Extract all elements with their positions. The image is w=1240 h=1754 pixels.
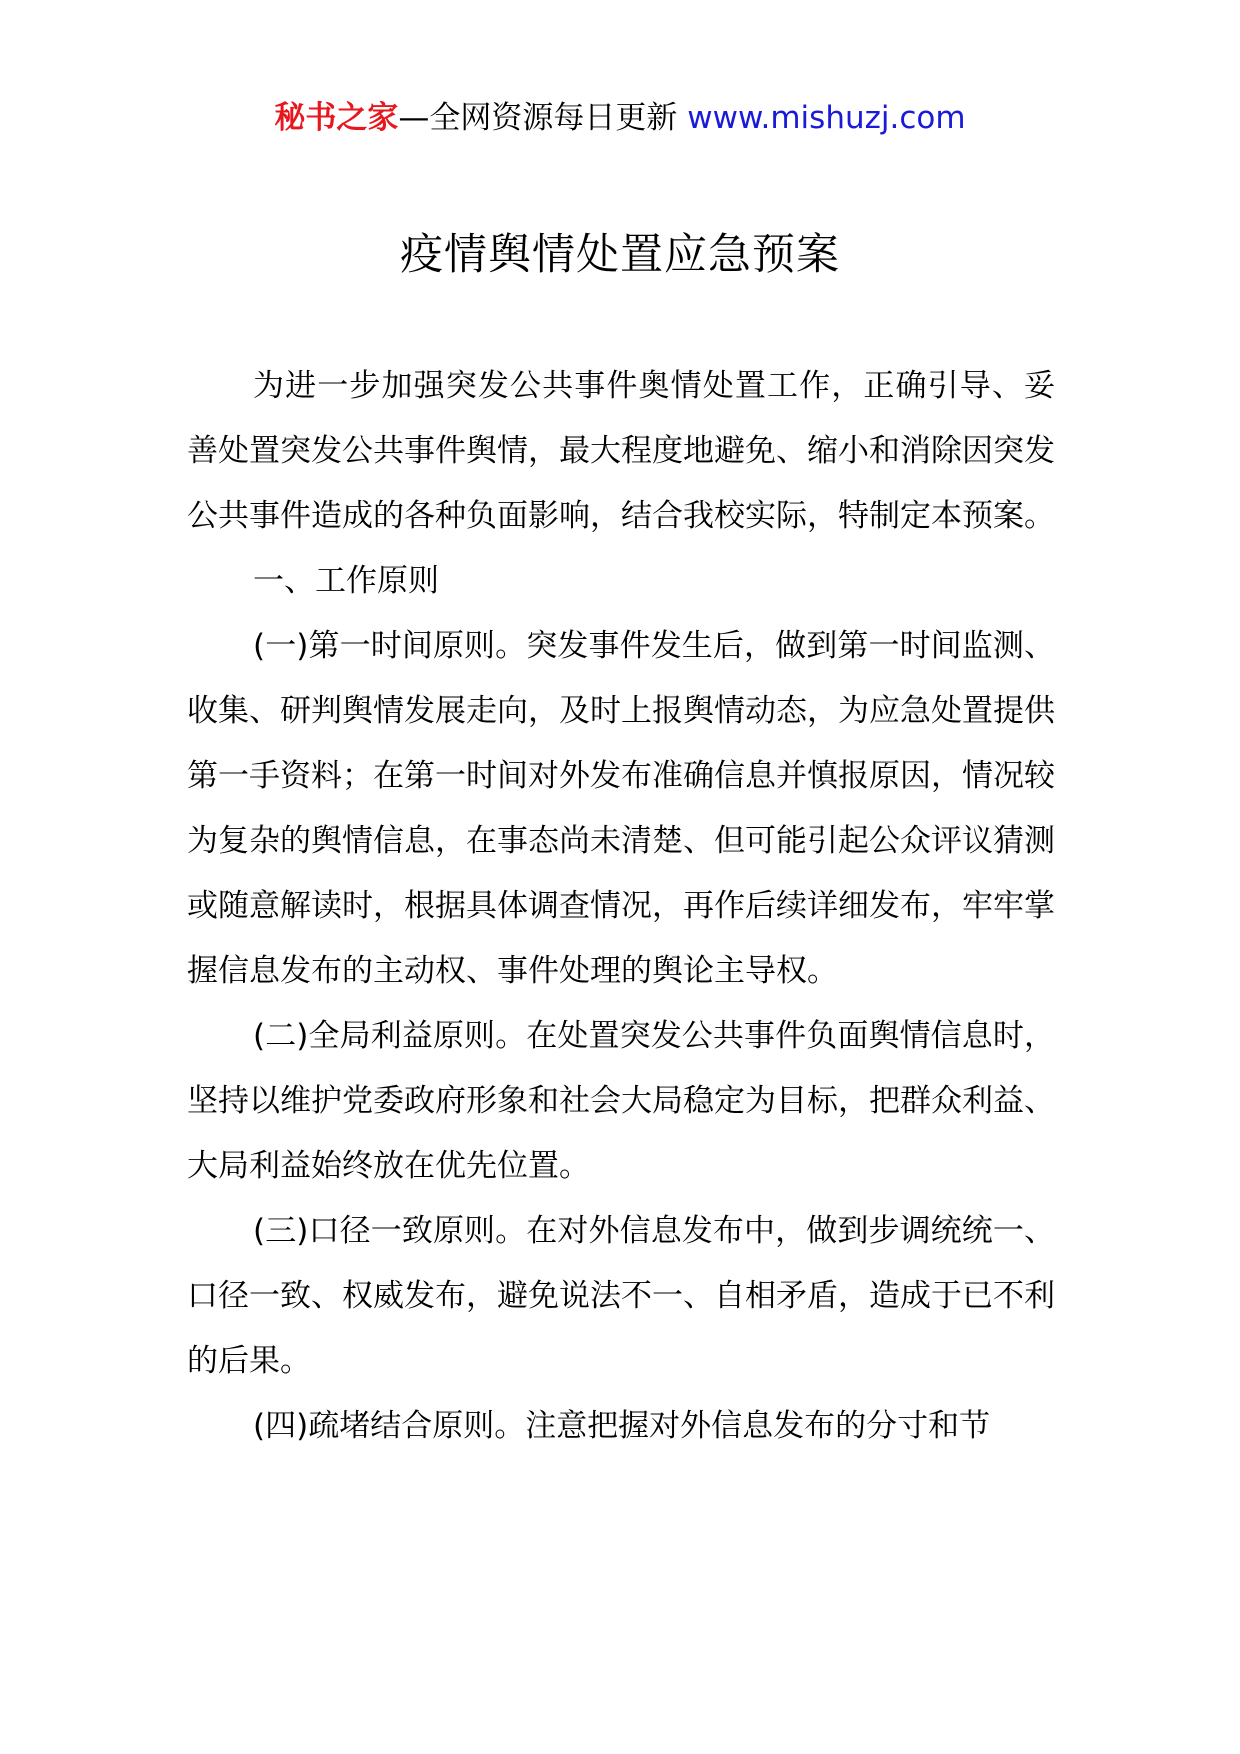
paragraph-principle-2: (二)全局利益原则。在处置突发公共事件负面舆情信息时，坚持以维护党委政府形象和社会大局稳定为目标，把群众利益、大局利益始终放在优先位置。 (187, 1018, 1055, 1184)
brand-name: 秘书之家 (274, 100, 399, 136)
paragraph-principle-3: (三)口径一致原则。在对外信息发布中，做到步调统统一、口径一致、权威发布，避免说法不一、自相矛盾，造成于已不利的后果。 (187, 1213, 1055, 1379)
paragraph-principle-4: (四)疏堵结合原则。注意把握对外信息发布的分寸和节 (253, 1408, 991, 1444)
paragraph-intro: 为进一步加强突发公共事件奥情处置工作，正确引导、妥善处置突发公共事件舆情，最大程度地避免、缩小和消除因突发公共事件造成的各种负面影响，结合我校实际，特制定本预案。 (187, 368, 1055, 534)
site-header (0, 98, 1240, 138)
paragraph-principle-1: (一)第一时间原则。突发事件发生后，做到第一时间监测、收集、研判舆情发展走向，及时上报舆情动态，为应急处置提供第一手资料；在第一时间对外发布准确信息并慎报原因，情况较为复杂的舆情信息，在事态尚未清楚、但可能引起公众评议猜测或随意解读时，根据具体调查情况，再作后续详细发布，牢牢掌握信息发布的主动权、事件处理的舆论主导权。 (187, 628, 1055, 989)
document-title: 疫情舆情处置应急预案 (400, 230, 840, 280)
site-url-link[interactable]: www.mishuzj.com (687, 100, 966, 136)
section-heading-principles: 一、工作原则 (253, 563, 439, 599)
header-tagline: —全网资源每日更新 (398, 100, 678, 136)
document-body (187, 354, 1055, 1459)
